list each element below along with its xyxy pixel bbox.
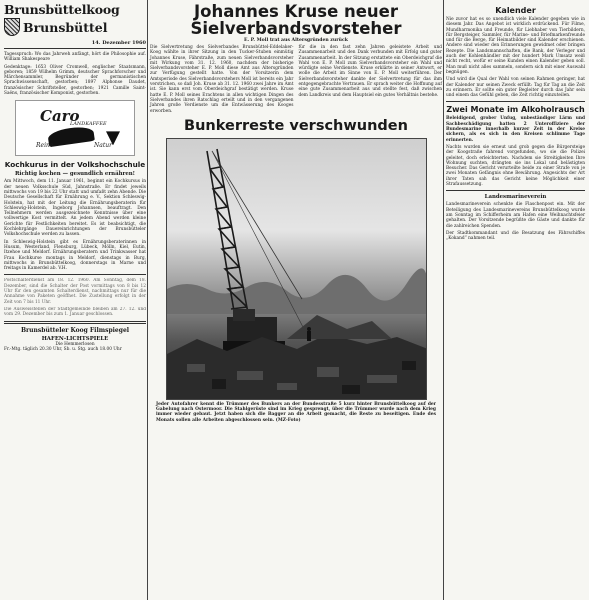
masthead-line2-text: Brunsbüttel	[23, 19, 108, 35]
film-cinema: HAFEN-LICHTSPIELE	[41, 335, 109, 342]
double-rule	[4, 321, 146, 324]
main-article	[150, 45, 442, 114]
film-name: Die Hemmerlosen	[55, 341, 95, 347]
caro-reine: Reine	[36, 142, 54, 150]
masthead-line1: Brunsbüttelkoog	[4, 2, 120, 17]
dateline: 14. Dezember 1960	[4, 40, 146, 49]
landes-title: Landesmarineverein	[484, 194, 547, 201]
kochkurs-body2: In Schleswig-Holstein gibt es Ernährungsberaterinnen in Husum, Westerland, Flensburg, Lübeck, Mölln, Kiel, Eutin, Itzehoe und Meldorf. Ernährungsberatern und Trinkwasser hat Frau Kochkurse montags in Meldorf, dienstags in Burg, mittwochs in Brunsbüttelkoog, donnerstags in Marne und freitags in Kamerdel ab. V.H.	[4, 239, 146, 272]
main-headline: Johannes Kruse neuer Sielverbandsvorsteher	[190, 2, 402, 38]
bunker-crane-photo	[166, 138, 427, 400]
divider	[4, 274, 146, 275]
caro-logo: Caro	[40, 107, 80, 126]
caro-sub: LANDKAFFEE	[70, 121, 107, 128]
film-title: Brunsbütteler Koog Filmspiegel	[20, 326, 130, 334]
post-notice: Postschalterdienst am 18. 12. 1960. Am Sonntag, dem 18. Dezember, sind die Schalter der Post vormittags von 8 bis 12 Uhr für den gesamten Schalterdienst, nachmittags nur für die Annahme von Paketen geöffnet. Die Zustellung erfolgt in der Zeit von 7 bis 11 Uhr.	[4, 278, 146, 305]
zwei-title: Zwei Monate im Alkoholrausch	[446, 105, 585, 115]
kalender-body2: Und wird die Qual der Wahl von seinen Rahmen geringer, hat der Kalender nur seinen Zweck erfüllt: Tag für Tag an die Zeit zu erinnern. Er sollte ein guter Begleiter durch das Jahr sein und einem das Gefühl geben, die Zeit richtig einzuteilen.	[446, 77, 585, 99]
main-article-col1: Die Sielvertretung des Sielverbandes Brunsbüttel-Eddelaker-Koog wählte in ihrer Sitzung in den Tucker-Stuben einmütig Johannes Kruse, Fährstraße, zum neuen Sielverbandsvorsteher mit Wirkung vom 31. 12. 1960, nachdem der bisherige Sielverbandsvorsteher E. P. Moll diese Amt aus Altersgründen zur Verfügung gestellt hatte. Von der Vorsitzerin dem Amtsperiode des Sielverbandsvorstehers Moll ist bereits ein Jahr verstrichen, so daß Joh. Kruse ab 31. 12. 1960 zwei Jahre im Amt ist. Sie kann erst vom Oberdeichgraf bestätigt werden. Kruse hatte E. P. Moll seines Erachtens in allen wichtigen Dingen des Sielverbandes ihren Ratschlag erteilt und in den vergangenen Jahren große Verdienste um die Entwässerung des Kooges erworben.	[150, 45, 294, 114]
main-article-col2: für die in den fast zehn Jahren geleistete Arbeit und Zusammenarbeit und den Dank verbunden mit Erfolg und guter Zusammenarbeit. In der Sitzung erstattete ein Oberdeichgraf die Wahl von E. P. Moll zum Sielverbandsvorsteher ein Wahl und würdigte seine Verdienste. Kruse erklärte in seiner Antwort, er wolle die Arbeit im Sinne von E. P. Moll weiterführen. Der Sielverbandsvorsteher dankte der Sielvertretung für das ihm entgegengebrachte Vertrauen. Er sprach weiter die Hoffnung auf eine gute Zusammenarbeit aus und stellte fest, daß zwischen dem Landkreis und dem Hauptsiel ein gutes Verhältnis bestehe.	[298, 45, 442, 98]
ausweis-notice: Die Ausweisstellen der Stadtgemeinde bleiben am 27. 12. und vom 29. Dezember bis zum 1. Januar geschlossen.	[4, 306, 146, 318]
photo-caption: Jeder Autofahrer kennt die Trümmer des Bunkers an der Bundesstraße 5 kurz hinter Brunsbüttelkoog auf der Gabelung nach Ostermoor. Die Stahlgerüste sind im Krieg gesprengt, über die Trümmer wurde nach dem Krieg immer wieder gebaut. Jetzt haben sich die Bagger an die Arbeit gemacht, die Reste zu beseitigen. Ende des Monats sollen alle Arbeiten abgeschlossen sein. (MZ-Foto)	[156, 401, 436, 423]
bunker-headline: Bunkerreste verschwunden	[184, 117, 408, 134]
film-times: Fr.-Mtg. täglich 20.30 Uhr, Sb. u. Stg. auch 18.00 Uhr	[4, 346, 122, 352]
right-column	[446, 0, 585, 241]
zwei-sub: Beleidigend, grober Unfug, unbeständiger Lärm und Sachbeschädigung hatten 2 Unteroffiziere der Bundesmarine innerhalb kurzer Zeit in der Kreise sichern, als es sich in den Kreisen schlimme Tage erinnerten.	[446, 116, 585, 143]
landes-body: Landesmarineverein schenkte die Flaschenpost ein. Mit der Beteiligung des Landesmarinevereins Brunsbüttelkoog wurde am Sonntag im Schifferheim am Hafen eine Weihnachtsfeier gehalten. Der Vorsitzende begrüßte die Gäste und dankte für die zahlreichen Spenden.	[446, 202, 585, 229]
divider	[446, 190, 585, 191]
coat-of-arms-icon	[4, 18, 20, 36]
middle-column	[150, 0, 442, 425]
kalender-body: Nie zuvor hat es so unendlich viele Kalender gegeben wie in diesem Jahr. Das Angebot ist wirklich erdrückend. Für Filme, Mundharmonika und Freunde, für Liebhaber von Tierbildern, für Bergsteiger, Sammler, für Marine- und Briefmarkenfreunde und für die Berge, für Heimatbilder sind Kalender erschienen. Andere sind wieder den Erinnerungen gewidmet oder bringen Rezepte. Die Landsmannschaften, die Bank, der Verleger und auch der Kohlenhändler mit der hundert Mark Umsatz weiß nicht recht, wofür er seine Kunden einen Kalender geben soll. Man muß nicht alles sammeln, sondern sich mit einer Auswahl begnügen.	[446, 17, 585, 75]
masthead-line2	[4, 18, 146, 36]
leaf-icon	[47, 125, 95, 147]
crane-photo-drawing	[167, 139, 427, 400]
divider	[446, 101, 585, 102]
kochkurs-subtitle: Richtig kochen — gesundlich ernähren!	[14, 171, 136, 178]
zwei-body: Nachts wurden sie erneut und grob gegen die Bürgersteige der Koogstraße fahrend vorgefunden, wo sie die Polizei geleitet, doch erleichterten. Nachdem sie Streitigkeiten Ihre Wohnung suchten, drängten sie ins Lokal und belästigten Besucher. Das Gericht verurteilte beide zu einer Strafe von je zwei Monaten Gefängnis ohne Bewährung. Angesichts der Art ihrer Taten sah das Gericht keine Möglichkeit einer Strafaussetzung.	[446, 144, 585, 188]
gedenktage: Gedenktage: 1653 Oliver Cromwell, englischer Staatsmann, geboren; 1859 Wilhelm Grimm, deutscher Sprachforscher und Märchensammler, Begründer der germanistischen Sprachwissenschaft, gestorben; 1897 Alphonse Daudet, französischer Schriftsteller, gestorben; 1921 Camille Saint-Saëns, französischer Komponist, gestorben.	[4, 64, 146, 97]
column-separator	[147, 0, 148, 600]
column-separator	[443, 0, 444, 600]
kochkurs-title: Kochkurus in der Volkshochschule	[4, 160, 146, 170]
kalender-title: Kalender	[495, 6, 536, 15]
caro-natur: Natur	[94, 142, 112, 150]
kochkurs-body: Am Mittwoch, dem 11. Januar 1961, beginnt ein Kochkursus in der neuen Volksschule Süd, Jahnstraße. Er findet jeweils mittwochs von 19 bis 22 Uhr statt und umfaßt zehn Abende. Die Deutsche Gesellschaft für Ernährung e. V., Sektion Schleswig-Holstein, hat mit der Leitung die Ernährungsberaterin für Schleswig-Holstein, Ingeborg Johannsen, beauftragt. Den Teilnehmern werden ausgezeichnete Kenntnisse über eine vollwertige Kost vermittelt. An jedem Abend werden kleine Gerichte für Festlichkeiten bereitet. Es ist beabsichtigt, die Kochlehrgänge Dauereinrichtungen der Brunsbütteler Volkshochschule werden zu lassen.	[4, 179, 146, 238]
landes-body2: Der Stadtkommandant und die Besatzung des Fährschiffes „Kokand“ nahmen teil.	[446, 230, 585, 242]
left-column	[4, 0, 146, 352]
caro-ad	[15, 100, 135, 156]
main-subline: E. P. Moll trat aus Altersgründen zurück	[243, 38, 348, 43]
tagesspruch: Tagesspruch: Wo das Jahrweh anfängt, hört die Philosophie auf. William Shakespeare	[4, 52, 146, 63]
